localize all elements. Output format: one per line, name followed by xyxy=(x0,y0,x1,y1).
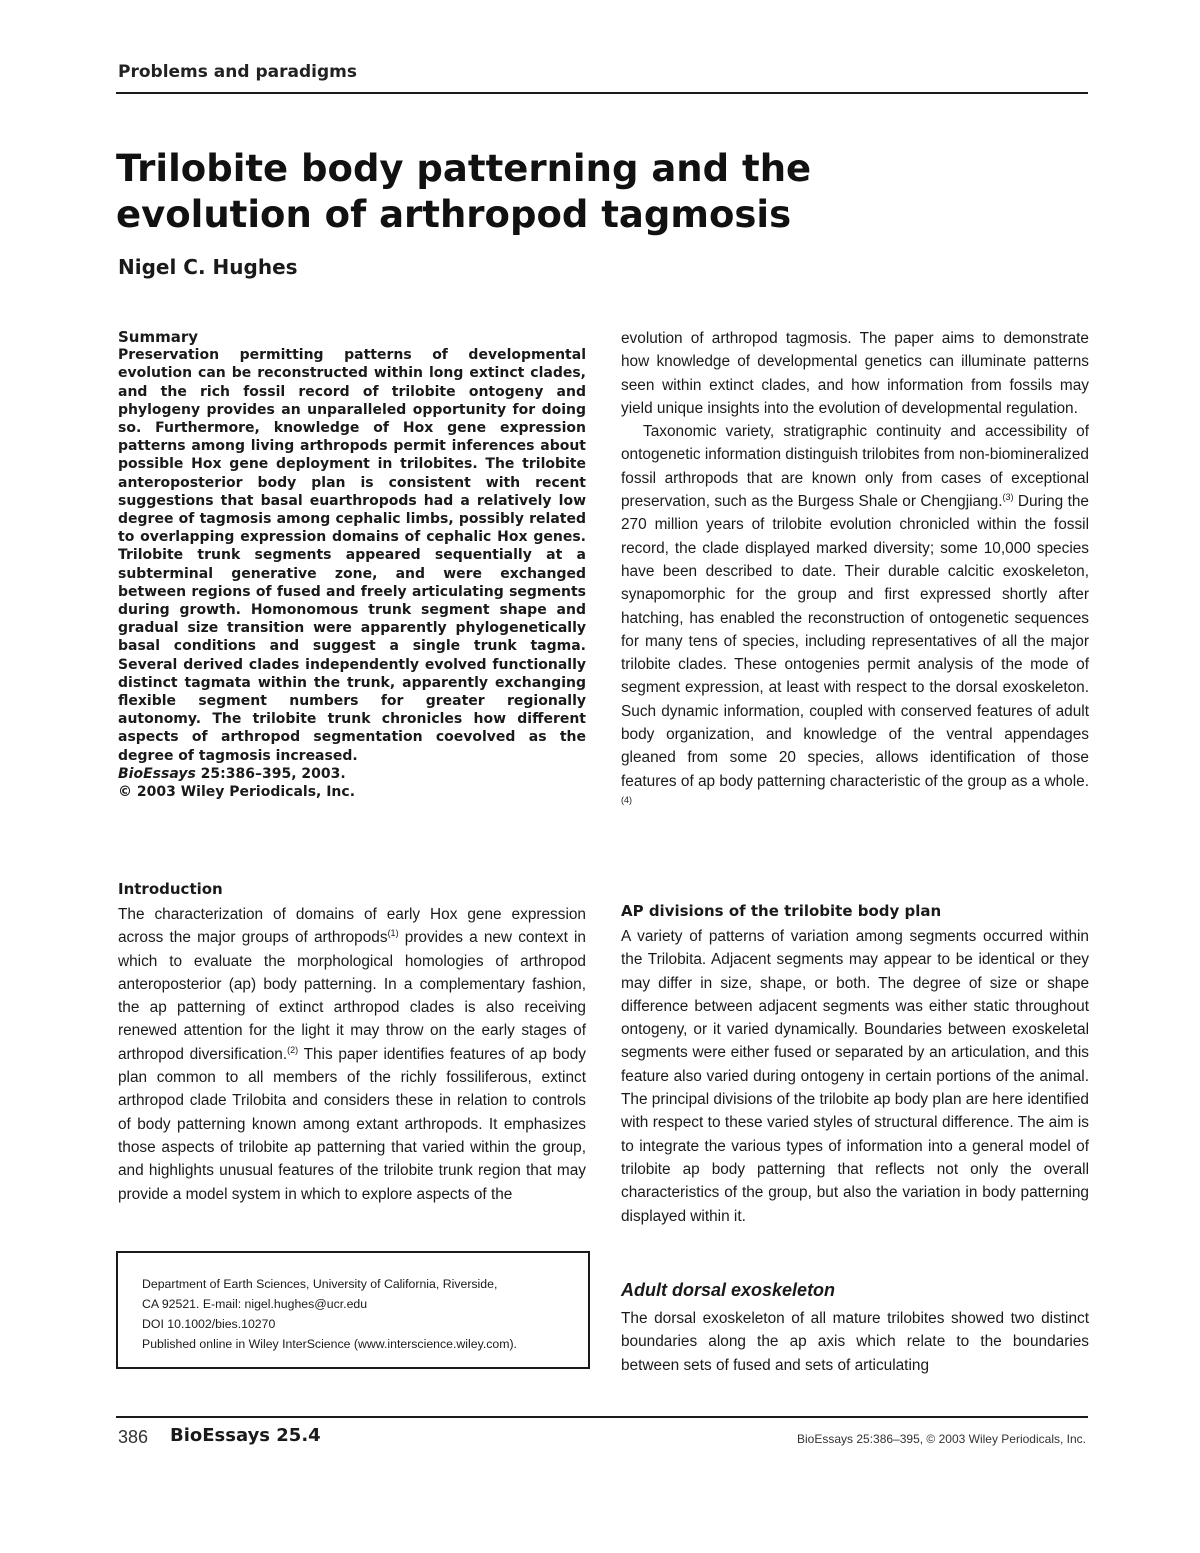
adult-exoskeleton-heading: Adult dorsal exoskeleton xyxy=(621,1280,836,1300)
intro-text-a: The characterization of domains of early Hox gene expression across the major groups of arthropods xyxy=(118,906,586,947)
adult-exoskeleton-block xyxy=(621,1307,1089,1377)
ap-divisions-block xyxy=(621,925,1089,1228)
article-title: Trilobite body patterning and the evolution of arthropod tagmosis xyxy=(116,147,812,236)
affiliation-box xyxy=(116,1251,590,1369)
summary-citation-journal: BioEssays xyxy=(118,765,196,782)
right-paragraph-2 xyxy=(621,420,1089,816)
page-number: 386 xyxy=(118,1427,149,1447)
right-p2-text-a: Taxonomic variety, stratigraphic continuity and accessibility of ontogenetic information distinguish trilobites from non-biomineralized fossil arthropods that are known only from cases of exceptional preservation, such as the Burgess Shale or Chengjiang. xyxy=(621,423,1089,511)
ap-divisions-paragraph: A variety of patterns of variation among segments occurred within the Trilobita. Adjacent segments may appear to be identical or they may differ in size, shape, or both. The degree of size or shape difference between adjacent segments was either static throughout ontogeny, or it varied dynamically. Boundaries between exoskeletal segments were either fused or separated by an articulation, and this feature also varied during ontogeny in certain portions of the animal. The principal divisions of the trilobite ap body plan are here identified with respect to these varied styles of structural difference. The aim is to integrate the various types of information into a general model of trilobite ap body patterning that reflects not only the overall characteristics of the group, but also the variation in body patterning displayed within it. xyxy=(621,928,1089,1225)
section-label: Problems and paradigms xyxy=(118,62,357,82)
intro-text-b: provides a new context in which to evaluate the morphological homologies of arthropod anteroposterior (ap) body patterning. In a complementary fashion, the ap patterning of extinct arthropod clades is also receiving renewed attention for the light it may throw on the early stages of arthropod diversification. xyxy=(118,929,586,1063)
footer-citation: BioEssays 25:386–395, © 2003 Wiley Periodicals, Inc. xyxy=(797,1432,1086,1446)
introduction-heading: Introduction xyxy=(118,880,223,898)
right-column-intro xyxy=(621,327,1089,816)
affiliation-published: Published online in Wiley InterScience (www.interscience.wiley.com). xyxy=(142,1337,517,1351)
reference-2[interactable]: (2) xyxy=(287,1044,299,1055)
reference-4[interactable]: (4) xyxy=(621,794,632,805)
summary-heading: Summary xyxy=(118,328,199,346)
summary-copyright: © 2003 Wiley Periodicals, Inc. xyxy=(118,784,356,801)
bottom-rule xyxy=(116,1416,1088,1418)
ap-divisions-heading: AP divisions of the trilobite body plan xyxy=(621,902,942,920)
affiliation-doi: DOI 10.1002/bies.10270 xyxy=(142,1317,276,1331)
top-rule xyxy=(116,92,1088,94)
affiliation-line-1: Department of Earth Sciences, University of California, Riverside, xyxy=(142,1277,498,1291)
summary-citation-rest: 25:386–395, 2003. xyxy=(195,765,346,782)
summary-text xyxy=(118,346,586,801)
introduction-paragraph xyxy=(118,903,586,1206)
summary-block xyxy=(118,328,586,801)
introduction-block xyxy=(118,903,586,1206)
adult-exoskeleton-paragraph: The dorsal exoskeleton of all mature trilobites showed two distinct boundaries along the ap axis which relate to the boundaries between sets of fused and sets of articulating xyxy=(621,1310,1089,1374)
right-p2-text-b: During the 270 million years of trilobite evolution chronicled within the fossil record, the clade displayed marked diversity; some 10,000 species have been described to date. Their durable calcitic exoskeleton, synapomorphic for the group and first expressed shortly after hatching, has enabled the reconstruction of ontogenetic sequences for many tens of species, including representatives of all the major trilobite clades. These ontogenies permit analysis of the mode of segment expression, at least with respect to the dorsal exoskeleton. Such dynamic information, coupled with conserved features of adult body organization, and knowledge of the ventral appendages gleaned from some 20 species, allows identification of those features of ap body patterning characteristic of the group as a whole. xyxy=(621,493,1089,790)
right-paragraph-1: evolution of arthropod tagmosis. The paper aims to demonstrate how knowledge of developmental genetics can illuminate patterns seen within extinct clades, and how information from fossils may yield unique insights into the evolution of developmental regulation. xyxy=(621,330,1089,417)
journal-issue: BioEssays 25.4 xyxy=(170,1425,321,1446)
summary-body-text: Preservation permitting patterns of developmental evolution can be reconstructed within long extinct clades, and the rich fossil record of trilobite ontogeny and phylogeny provides an unparalleled opportunity for doing so. Furthermore, knowledge of Hox gene expression patterns among living arthropods permit inferences about possible Hox gene deployment in trilobites. The trilobite anteroposterior body plan is consistent with recent suggestions that basal euarthropods had a relatively low degree of tagmosis among cephalic limbs, possibly related to overlapping expression domains of cephalic Hox genes. Trilobite trunk segments appeared sequentially at a subterminal generative zone, and were exchanged between regions of fused and freely articulating segments during growth. Homonomous trunk segment shape and gradual size transition were apparently phylogenetically basal conditions and suggest a single trunk tagma. Several derived clades independently evolved functionally distinct tagmata within the trunk, apparently exchanging flexible segment numbers for greater regionally autonomy. The trilobite trunk chronicles how different aspects of arthropod segmentation coevolved as the degree of tagmosis increased. xyxy=(118,347,586,764)
affiliation-line-2: CA 92521. E-mail: nigel.hughes@ucr.edu xyxy=(142,1297,368,1311)
intro-text-c: This paper identifies features of ap body plan common to all members of the richly fossiliferous, extinct arthropod clade Trilobita and considers these in relation to controls of body patterning known among extant arthropods. It emphasizes those aspects of trilobite ap patterning that varied within the group, and highlights unusual features of the trilobite trunk region that may provide a model system in which to explore aspects of the xyxy=(118,1045,586,1203)
reference-1[interactable]: (1) xyxy=(387,928,399,939)
author-name: Nigel C. Hughes xyxy=(118,255,298,279)
reference-3[interactable]: (3) xyxy=(1002,491,1014,502)
